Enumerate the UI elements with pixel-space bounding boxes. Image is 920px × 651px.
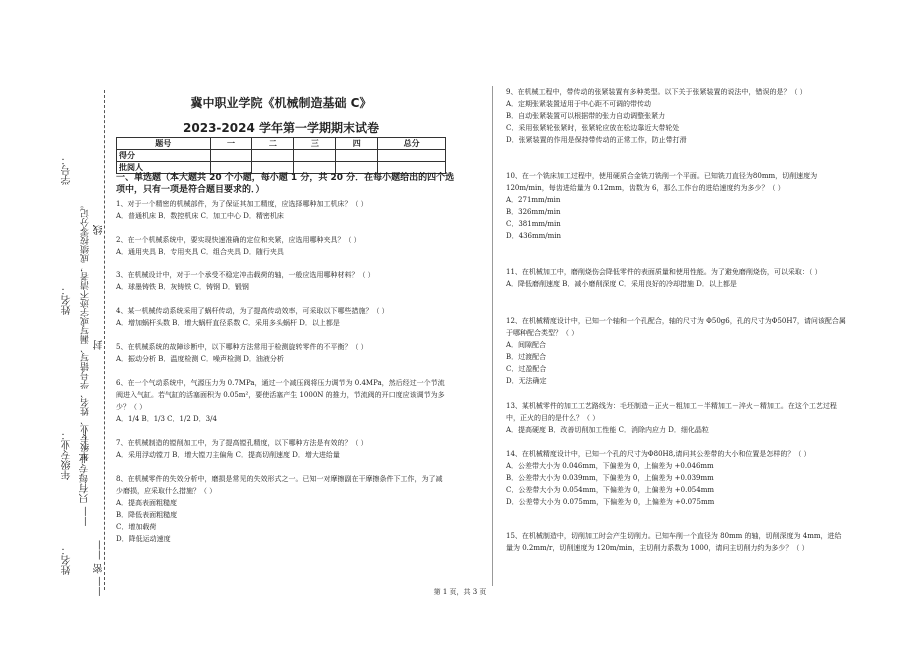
score-cell[interactable] [378, 150, 446, 162]
answer-option: B．过渡配合 [506, 353, 547, 361]
question-14 [506, 448, 846, 508]
score-row-score [117, 150, 446, 162]
answer-option: A．提高表面粗糙度 [116, 499, 178, 507]
question-stem: 13、某机械零件的加工工艺路线为：毛坯制造－正火－粗加工－半精加工－淬火－精加工。在这个工艺过程中，正火的目的是什么？（ ） [506, 402, 837, 422]
question-4 [116, 305, 446, 329]
answer-option: D．公差带大小为 0.075mm，下偏差为 0，上偏差为 +0.075mm [506, 498, 715, 506]
question-2 [116, 234, 446, 258]
notice-dense: —— 密 —— [94, 540, 105, 597]
answer-option: D．436mm/min [506, 232, 561, 240]
question-15 [506, 530, 846, 554]
score-cell: 四 [336, 138, 378, 150]
score-cell: 题号 [117, 138, 211, 150]
answer-option: D．张紧装置的作用是保持带传动的正常工作，防止带打滑 [506, 136, 687, 144]
score-cell[interactable] [252, 150, 294, 162]
answer-option: B．降低表面粗糙度 [116, 511, 178, 519]
question-11 [506, 266, 846, 290]
column-divider [492, 86, 493, 586]
answer-option: A．降低磨削速度 B．减小磨削深度 C．采用良好的冷却措施 D．以上都是 [506, 280, 737, 288]
score-cell: 三 [294, 138, 336, 150]
question-stem: 1、对于一个精密的机械部件，为了保证其加工精度，应选择哪种加工机床？（ ） [116, 200, 368, 208]
answer-option: C．381mm/min [506, 220, 561, 228]
label-grade-major: 年级专业： [62, 430, 73, 480]
question-stem: 8、在机械零件的失效分析中，磨损是常见的失效形式之一。已知一对摩擦副在干摩擦条件下工作，为了减少磨损，应采取什么措施？（ ） [116, 475, 443, 495]
answer-option: A．间隙配合 [506, 341, 547, 349]
question-8 [116, 473, 446, 545]
answer-option: A．普通机床 B．数控机床 C．加工中心 D．精密机床 [116, 212, 284, 220]
answer-option: C．公差带大小为 0.054mm，下偏差为 0，上偏差为 +0.054mm [506, 486, 714, 494]
question-3 [116, 269, 446, 293]
answer-option: A．提高硬度 B．改善切削加工性能 C．消除内应力 D．细化晶粒 [506, 426, 709, 434]
label-name-bottom: 姓名： [62, 545, 73, 575]
notice-text: 年级专业、姓名、学号错写、漏写或字迹不清者，成绩按零分记。 [81, 200, 91, 461]
answer-option: A．增加蜗杆头数 B．增大蜗杆直径系数 C．采用多头蜗杆 D．以上都是 [116, 319, 340, 327]
question-7 [116, 437, 446, 461]
score-cell[interactable] [336, 150, 378, 162]
question-9 [506, 86, 846, 146]
notice-sub: —— 只有每专业 —— [80, 430, 91, 527]
question-stem: 6、在一个气动系统中，气源压力为 0.7MPa，通过一个减压阀将压力调节为 0.4MPa，然后经过一个节流阀进入气缸。若气缸的活塞面积为 0.05m²，要使活塞产生 1000N 的推力，节流阀的开口度应该调节为多少？（ ） [116, 379, 445, 411]
score-table [116, 137, 446, 174]
binding-margin [0, 0, 110, 651]
score-cell: 总分 [378, 138, 446, 150]
question-1 [116, 198, 446, 222]
answer-option: A．振动分析 B．温度检测 C．噪声检测 D．油液分析 [116, 355, 284, 363]
answer-option: D．无法确定 [506, 377, 547, 385]
question-stem: 9、在机械工程中，带传动的张紧装置有多种类型。以下关于张紧装置的说法中，错误的是？（ ） [506, 88, 807, 96]
question-stem: 5、在机械系统的故障诊断中，以下哪种方法常用于检测旋转零件的不平衡？（ ） [116, 343, 368, 351]
question-12 [506, 315, 846, 387]
answer-option: C．增加载荷 [116, 523, 157, 531]
exam-term: 2023-2024 学年第一学期期末试卷 [183, 121, 379, 135]
answer-option: B．326mm/min [506, 208, 561, 216]
section-heading: 一、单选题（本大题共 20 个小题，每小题 1 分，共 20 分．在每小题给出的四个选项中，只有一项是符合题目要求的．） [116, 173, 455, 195]
question-6 [116, 377, 446, 425]
question-stem: 14、在机械精度设计中，已知一个孔的尺寸为Φ80H8,请问其公差带的大小和位置是怎样的？（ ） [506, 450, 811, 458]
question-stem: 4、某一机械传动系统采用了蜗杆传动，为了提高传动效率，可采取以下哪些措施？（ ） [116, 307, 389, 315]
answer-option: D．降低运动速度 [116, 535, 171, 543]
question-13 [506, 400, 846, 436]
question-stem: 11、在机械加工中，磨削烧伤会降低零件的表面质量和使用性能。为了避免磨削烧伤，可以采取：（ ） [506, 268, 822, 276]
answer-option: A．公差带大小为 0.046mm，下偏差为 0，上偏差为 +0.046mm [506, 462, 714, 470]
page-number: 第 1 页，共 3 页 [433, 588, 487, 596]
score-cell: 一 [210, 138, 252, 150]
question-stem: 12、在机械精度设计中，已知一个轴和一个孔配合，轴的尺寸为 Φ50g6，孔的尺寸为Φ50H7，请问该配合属于哪种配合类型？（ ） [506, 317, 846, 337]
answer-option: C．采用张紧轮张紧时，张紧轮应放在松边靠近大带轮处 [506, 124, 680, 132]
label-name: 姓名： [62, 285, 73, 315]
score-cell: 批阅人 [117, 162, 211, 174]
question-stem: 3、在机械设计中，对于一个承受不稳定冲击载荷的轴，一般应选用哪种材料？（ ） [116, 271, 375, 279]
score-row-header [117, 138, 446, 150]
score-cell[interactable] [294, 150, 336, 162]
question-stem: 15、在机械制造中，切削加工时会产生切削力。已知车削一个直径为 80mm 的轴，切削深度为 4mm，进给量为 0.2mm/r，切削速度为 120m/min，主切削力系数为 1000，请问主切削力约为多少？（ ） [506, 532, 842, 552]
answer-option: A．271mm/min [506, 196, 561, 204]
question-stem: 7、在机械制造的镗削加工中，为了提高镗孔精度，以下哪种方法是有效的？（ ） [116, 439, 368, 447]
answer-option: A．采用浮动镗刀 B．增大镗刀主偏角 C．提高切削速度 D．增大进给量 [116, 451, 340, 459]
score-cell: 二 [252, 138, 294, 150]
notice-line-char: 线 [94, 225, 105, 235]
exam-title: 冀中职业学院《机械制造基础 C》 [190, 96, 372, 110]
question-5 [116, 341, 446, 365]
binding-dashed-line [104, 90, 105, 590]
answer-option: A．球墨铸铁 B．灰铸铁 C．铸钢 D．锻钢 [116, 283, 249, 291]
notice-seal-char: 封 [94, 340, 105, 350]
answer-option: A．定期张紧装置适用于中心距不可调的带传动 [506, 100, 652, 108]
label-student-id: 学号： [62, 155, 73, 185]
score-cell: 得分 [117, 150, 211, 162]
answer-option: A．通用夹具 B．专用夹具 C．组合夹具 D．随行夹具 [116, 248, 284, 256]
question-stem: 2、在一个机械系统中，要实现快速准确的定位和夹紧，应选用哪种夹具？（ ） [116, 236, 361, 244]
answer-option: A．1/4 B．1/3 C．1/2 D．3/4 [116, 415, 217, 423]
question-stem: 10、在一个铣床加工过程中，使用硬质合金铣刀铣削一个平面。已知铣刀直径为80mm，切削速度为 120m/min，每齿进给量为 0.12mm，齿数为 6，那么工作台的进给速度约为多少？（ ） [506, 172, 818, 192]
score-cell[interactable] [210, 150, 252, 162]
question-10 [506, 170, 846, 242]
answer-option: C．过盈配合 [506, 365, 547, 373]
answer-option: B．自动张紧装置可以根据带的张力自动调整张紧力 [506, 112, 666, 120]
answer-option: B．公差带大小为 0.039mm，下偏差为 0，上偏差为 +0.039mm [506, 474, 714, 482]
